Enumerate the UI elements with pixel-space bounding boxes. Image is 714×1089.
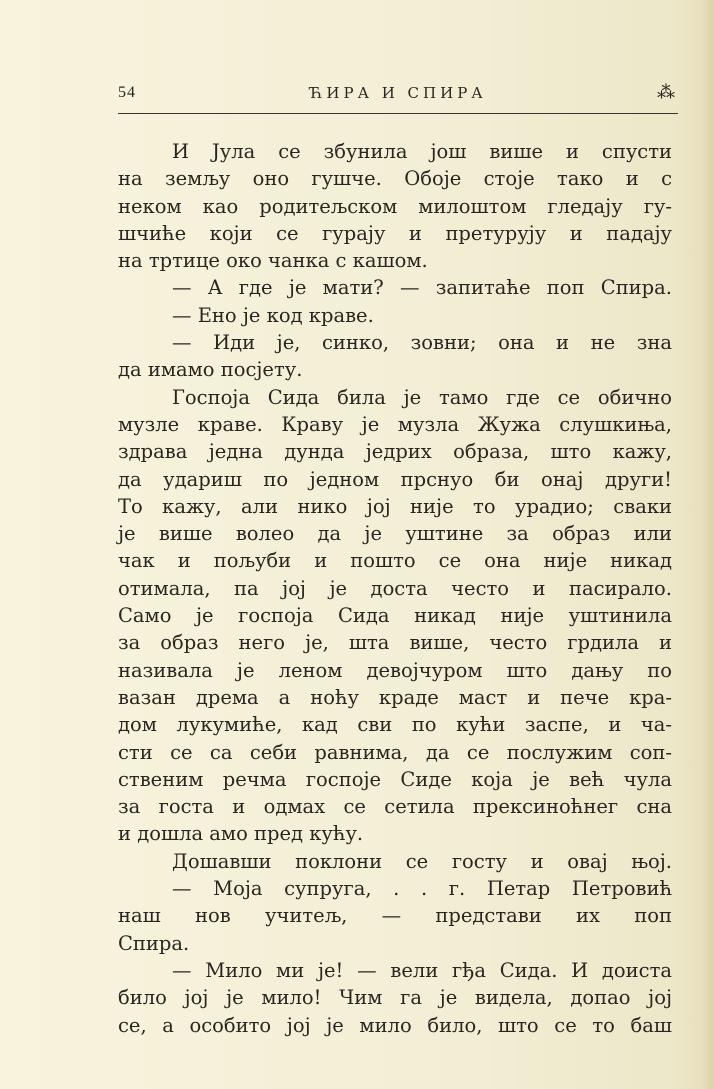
text-line: — Мило ми је! — вели гђа Сида. И доиста	[172, 958, 672, 982]
text-line: музле краве. Краву је музла Жужа слушкиња,	[118, 412, 672, 436]
text-line: шчиће који се гурају и претурују и падају	[118, 221, 672, 245]
page-number: 54	[118, 84, 136, 101]
text-line: на тртице око чанка с кашом.	[118, 249, 428, 273]
text-line: је више волео да је уштине за образ или	[118, 522, 672, 546]
text-line: Само је госпоја Сида никад није уштинила	[118, 604, 672, 628]
text-line: Спира.	[118, 931, 190, 955]
text-line: неком као родитељском милоштом гледају гу-	[118, 194, 672, 218]
text-line: се, а особито јој је мило било, што се то баш	[118, 1013, 672, 1037]
text-line: — А где је мати? — запитаће поп Спира.	[172, 276, 672, 300]
text-line: И Јула се збунила још више и спусти	[172, 140, 672, 163]
text-line: да удариш по једном прснуо би онај други!	[118, 467, 672, 491]
text-line: називала је леном девојчуром што дању по	[118, 658, 672, 682]
text-line: — Иди је, синко, зовни; она и не зна	[172, 331, 672, 355]
text-line: отимала, па јој је доста често и пасирало.	[118, 576, 672, 600]
text-line: — Моја супруга, . . г. Петар Петровић	[172, 877, 672, 901]
text-line: вазан дрема а ноћу краде маст и пече кра-	[118, 685, 672, 709]
text-line: сти се са себи равнима, да се послужим соп-	[118, 740, 672, 764]
page-edge-shading	[676, 0, 714, 1089]
ornament-icon: ⁂	[657, 82, 676, 103]
running-title: ЋИРА И СПИРА	[309, 84, 487, 102]
text-line: Дошавши поклони се госту и овај њој.	[172, 849, 672, 873]
running-header	[118, 84, 678, 108]
text-line: То кажу, али нико јој није то урадио; сваки	[118, 494, 672, 518]
text-line: да имамо посјету.	[118, 358, 303, 382]
text-line: и дошла амо пред кућу.	[118, 822, 364, 846]
text-line: — Ено је код краве.	[172, 303, 374, 327]
text-line: ственим речма госпоје Сиде која је већ чула	[118, 767, 672, 791]
text-line: чак и пољуби и пошто се она није никад	[118, 549, 672, 573]
text-line: здрава једна дунда једрих образа, што кажу,	[118, 440, 672, 464]
text-line: дом лукумиће, кад сви по кући заспе, и ча-	[118, 713, 672, 737]
text-line: наш нов учитељ, — представи их поп	[118, 904, 672, 928]
text-line: за госта и одмах се сетила прексиноћнег сна	[118, 795, 672, 819]
text-line: на земљу оно гушче. Обоје стоје тако и с	[118, 167, 672, 191]
header-rule	[118, 113, 678, 114]
text-line: за образ него је, шта више, често грдила и	[118, 631, 672, 655]
text-line: Госпоја Сида била је тамо где се обично	[172, 385, 672, 409]
body-text	[118, 138, 672, 1039]
text-line: било јој је мило! Чим га је видела, допао јој	[118, 986, 672, 1010]
